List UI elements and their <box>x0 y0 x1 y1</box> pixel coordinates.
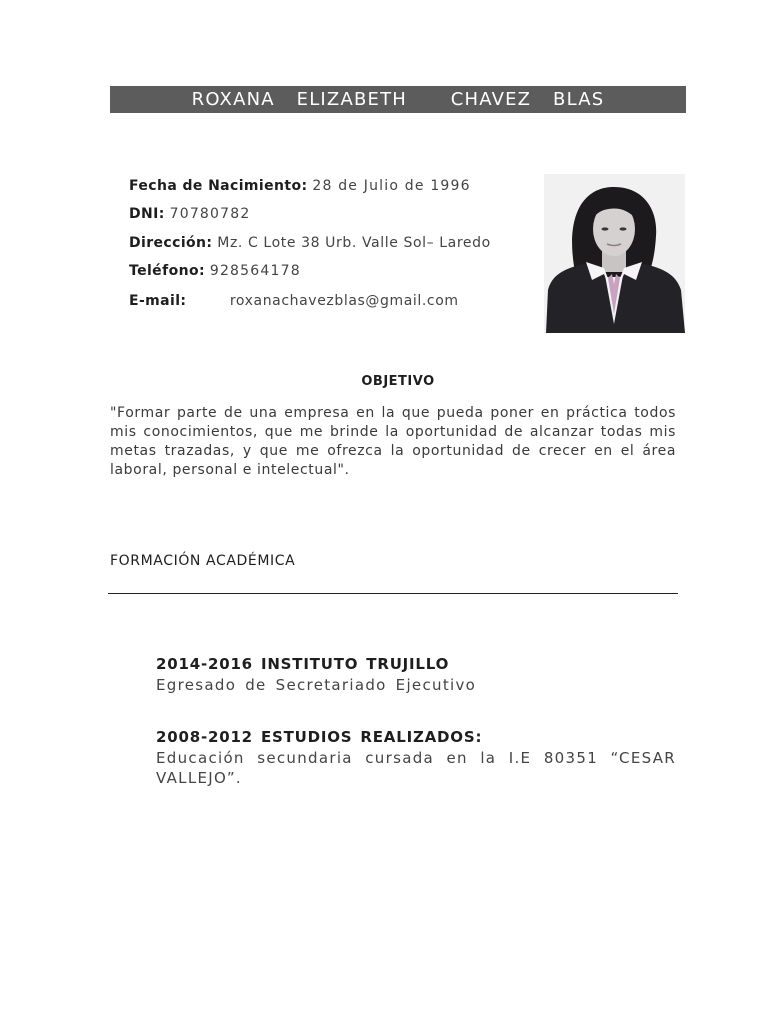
portrait-image <box>544 174 685 333</box>
dni-row <box>129 206 250 222</box>
email-label: E-mail: <box>129 293 187 309</box>
objective-text: "Formar parte de una empresa en la que pueda poner en práctica todos mis conocimientos, que me brinde la oportunidad de alcanzar todas mis metas trazadas, y que me ofrezca la oportunidad de crecer en el área laboral, personal e intelectual". <box>110 405 676 478</box>
dni-value: 70780782 <box>169 206 251 222</box>
education-item-description: Egresado de Secretariado Ejecutivo <box>156 676 477 694</box>
birth-date-label: Fecha de Nacimiento: <box>129 178 308 194</box>
phone-row <box>129 263 301 279</box>
education-title: FORMACIÓN ACADÉMICA <box>110 553 296 569</box>
section-divider <box>108 593 678 594</box>
full-name: ROXANA ELIZABETH CHAVEZ BLAS <box>191 89 605 110</box>
education-item-heading: 2008-2012 ESTUDIOS REALIZADOS: <box>156 728 483 746</box>
birth-date-row <box>129 178 471 194</box>
address-row <box>129 235 491 251</box>
birth-date-value: 28 de Julio de 1996 <box>312 178 471 194</box>
education-item <box>156 726 676 788</box>
name-header <box>110 86 686 113</box>
phone-label: Teléfono: <box>129 263 205 279</box>
phone-value: 928564178 <box>209 263 301 279</box>
email-row <box>129 293 459 309</box>
education-item-description: Educación secundaria cursada en la I.E 80351 “CESAR VALLEJO”. <box>156 749 676 787</box>
education-item-heading: 2014-2016 INSTITUTO TRUJILLO <box>156 655 450 673</box>
email-value: roxanachavezblas@gmail.com <box>229 293 459 309</box>
profile-photo <box>544 174 685 333</box>
dni-label: DNI: <box>129 206 165 222</box>
objective-title: OBJETIVO <box>361 374 435 389</box>
education-item <box>156 653 676 695</box>
address-value: Mz. C Lote 38 Urb. Valle Sol– Laredo <box>217 235 491 251</box>
address-label: Dirección: <box>129 235 213 251</box>
